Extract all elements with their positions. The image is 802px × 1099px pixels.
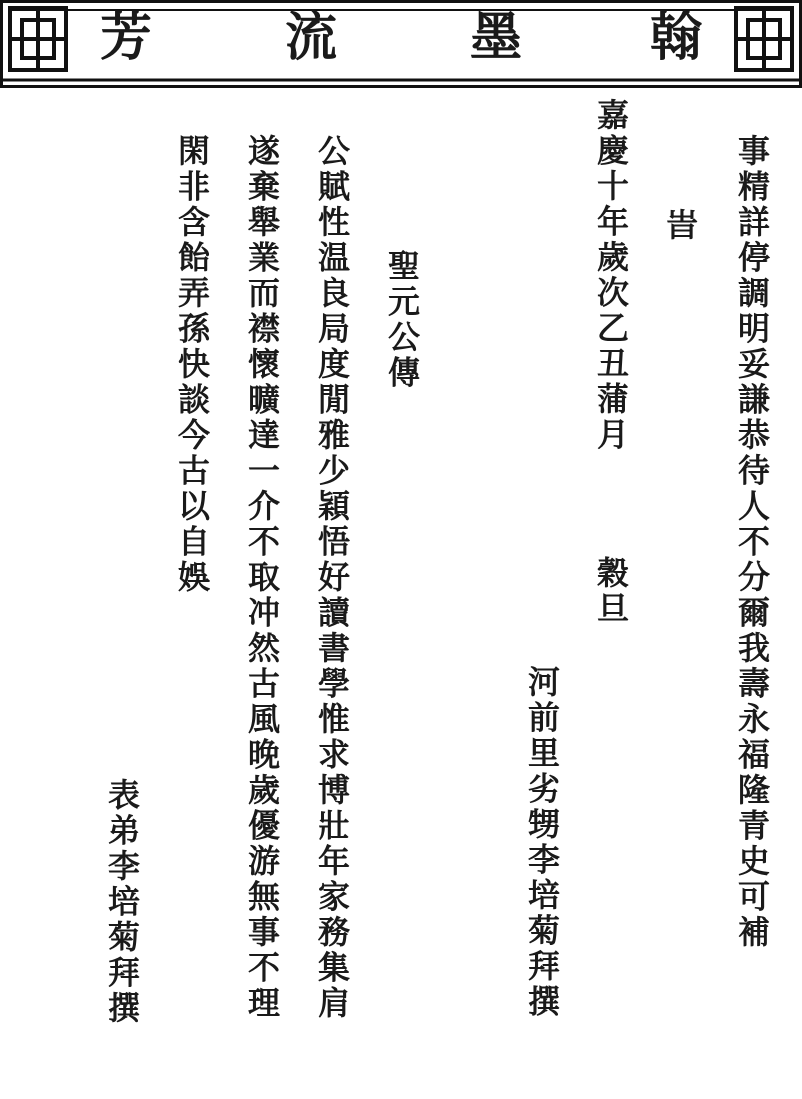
text-column-4-signature: 河前里劣甥李培菊拜撰 xyxy=(523,665,561,1020)
left-fret-ornament xyxy=(10,8,66,70)
text-column-3-auspicious-day: 穀旦 xyxy=(592,556,630,627)
title-char-1: 芳 xyxy=(100,8,153,68)
text-column-5: 公賦性温良局度閒雅少穎悟好讀書學惟求博壯年家務集肩 xyxy=(313,134,351,1022)
text-column-6-heading: 聖元公傳 xyxy=(383,249,421,391)
right-fret-ornament xyxy=(736,8,792,70)
text-column-7: 遂棄舉業而襟懷曠達一介不取冲然古風晚歲優游無事不理 xyxy=(243,134,281,1022)
title-char-4: 翰 xyxy=(650,8,703,68)
text-column-3-date: 嘉慶十年歲次乙丑蒲月 xyxy=(592,98,630,453)
header-banner xyxy=(0,0,802,88)
text-column-9-signature: 表弟李培菊拜撰 xyxy=(103,778,141,1027)
title-char-2: 流 xyxy=(285,8,338,68)
title-char-3: 墨 xyxy=(470,8,523,68)
text-column-1: 事精詳停調明妥謙恭待人不分爾我壽永福隆青史可補 xyxy=(733,134,771,951)
text-column-8: 閑非含飴弄孫快談今古以自娛 xyxy=(173,134,211,596)
text-column-2: 旹 xyxy=(661,208,699,244)
